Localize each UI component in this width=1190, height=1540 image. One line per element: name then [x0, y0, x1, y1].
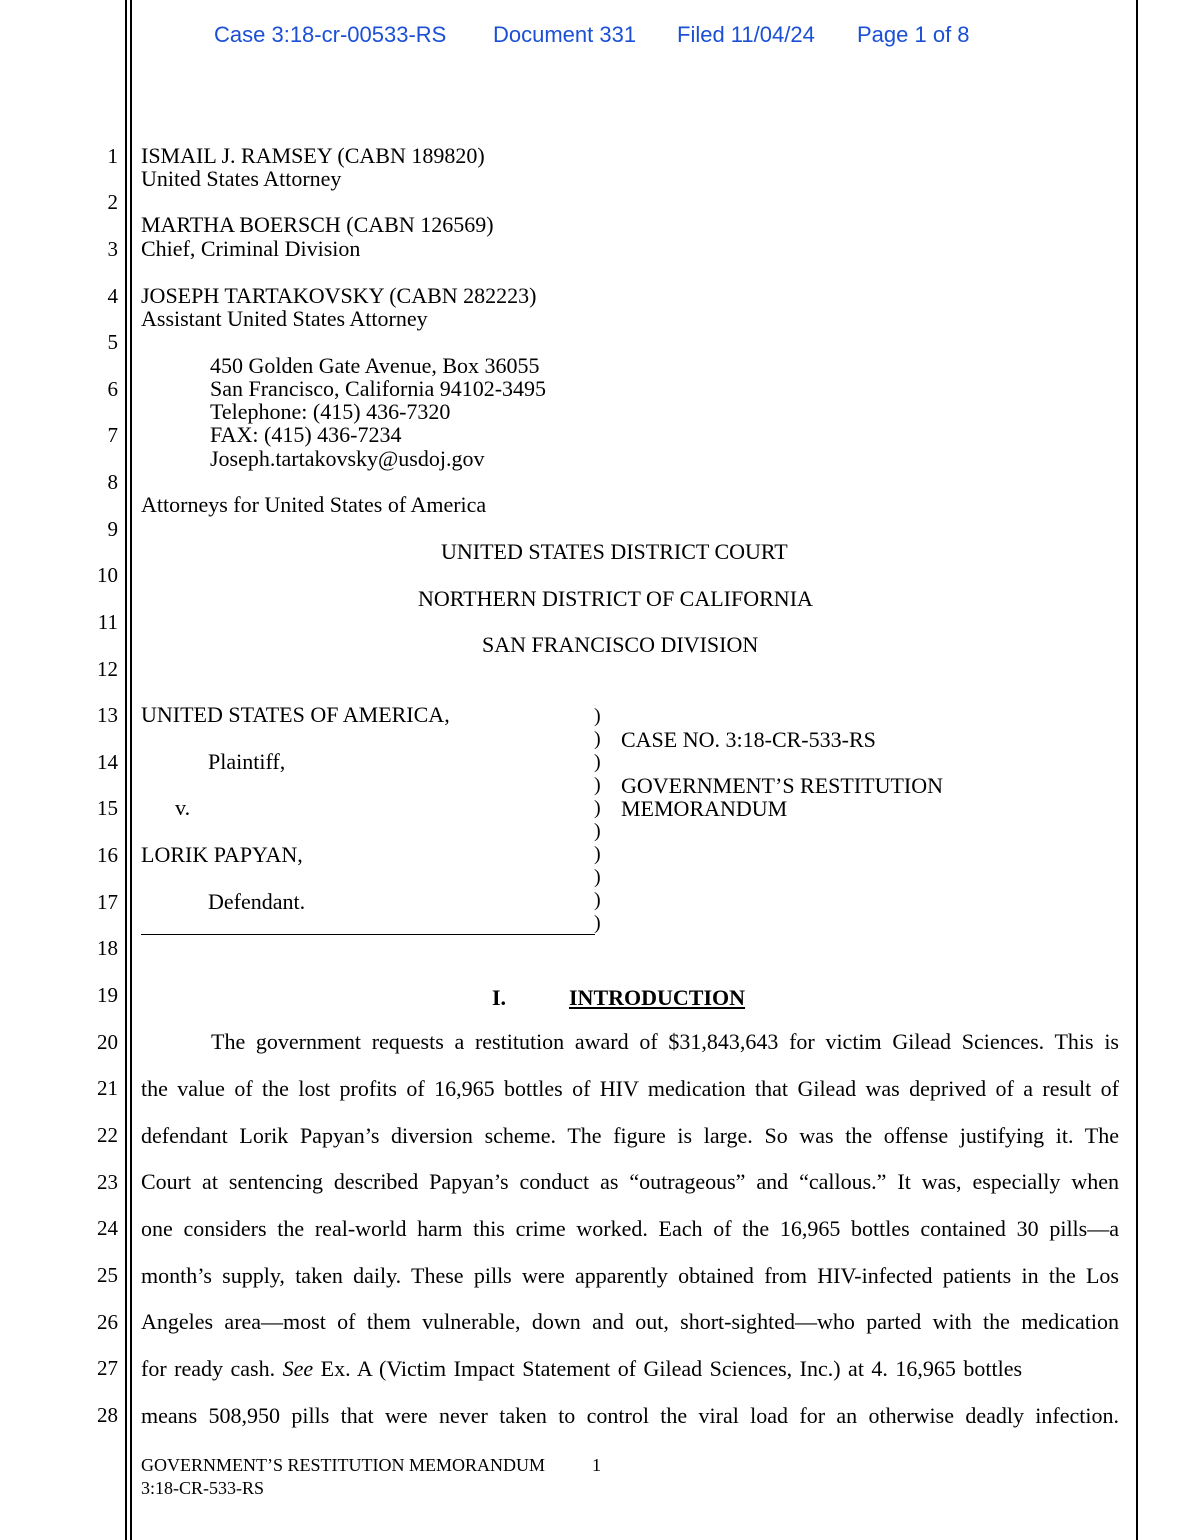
line-number: 14 [97, 750, 118, 774]
plaintiff-role: Plaintiff, [208, 749, 286, 774]
line-number: 4 [107, 284, 118, 308]
ecf-case-number: Case 3:18-cr-00533-RS [214, 22, 447, 47]
line-number: 25 [97, 1263, 118, 1287]
plaintiff-name: UNITED STATES OF AMERICA, [141, 702, 450, 727]
line-number: 20 [97, 1030, 118, 1054]
attorney-title: United States Attorney [141, 166, 342, 191]
ecf-document-number: Document 331 [493, 22, 637, 47]
attorney-title: Chief, Criminal Division [141, 236, 361, 261]
line-number: 23 [97, 1170, 118, 1194]
address-line: 450 Golden Gate Avenue, Box 36055 [210, 353, 540, 378]
line-number: 18 [97, 936, 118, 960]
line-number: 8 [107, 470, 118, 494]
left-margin-rule-inner [130, 0, 132, 1540]
caption-paren: ) [594, 866, 601, 888]
body-line [141, 1356, 1096, 1382]
line-number: 16 [97, 843, 118, 867]
attorney-title: Assistant United States Attorney [141, 306, 428, 331]
body-line: The government requests a restitution award of $31,843,643 for victim Gilead Sciences. This is [211, 1029, 1119, 1054]
defendant-name: LORIK PAPYAN, [141, 842, 303, 867]
line-number: 5 [107, 330, 118, 354]
line-number: 3 [107, 237, 118, 261]
body-text-run: Ex. A (Victim Impact Statement of Gilead Sciences, Inc.) at 4. 16,965 bottles [313, 1356, 1023, 1381]
line-number: 2 [107, 190, 118, 214]
email: Joseph.tartakovsky@usdoj.gov [210, 446, 485, 471]
line-number: 7 [107, 423, 118, 447]
ecf-page-count: Page 1 of 8 [857, 22, 970, 47]
attorney-name: MARTHA BOERSCH (CABN 126569) [141, 212, 494, 237]
line-number: 26 [97, 1310, 118, 1334]
document-title: MEMORANDUM [621, 796, 788, 821]
section-title: INTRODUCTION [569, 985, 746, 1010]
caption-paren: ) [594, 728, 601, 750]
see-signal: See [282, 1356, 314, 1381]
body-line: defendant Lorik Papyan’s diversion scheme. The figure is large. So was the offense justifying it. The [141, 1123, 1119, 1148]
fax: FAX: (415) 436-7234 [210, 422, 402, 447]
footer-title: GOVERNMENT’S RESTITUTION MEMORANDUM [141, 1455, 545, 1475]
line-number: 12 [97, 657, 118, 681]
line-number: 10 [97, 563, 118, 587]
left-margin-rule-outer [125, 0, 127, 1540]
body-line: means 508,950 pills that were never taken to control the viral load for an otherwise deadly infection. [141, 1403, 1119, 1428]
footer-page-number: 1 [592, 1455, 601, 1475]
body-line: the value of the lost profits of 16,965 bottles of HIV medication that Gilead was deprived of a result of [141, 1076, 1119, 1101]
document-title: GOVERNMENT’S RESTITUTION [621, 773, 944, 798]
line-number: 21 [97, 1076, 118, 1100]
caption-paren: ) [594, 820, 601, 842]
caption-paren: ) [594, 705, 601, 727]
footer-case-number: 3:18-CR-533-RS [141, 1478, 265, 1498]
telephone: Telephone: (415) 436-7320 [210, 399, 451, 424]
caption-paren: ) [594, 797, 601, 819]
attorney-name: ISMAIL J. RAMSEY (CABN 189820) [141, 143, 485, 168]
caption-paren: ) [594, 751, 601, 773]
body-line: month’s supply, taken daily. These pills were apparently obtained from HIV-infected patients in the Los [141, 1263, 1119, 1288]
line-number: 13 [97, 703, 118, 727]
line-number: 22 [97, 1123, 118, 1147]
court-district: NORTHERN DISTRICT OF CALIFORNIA [418, 586, 813, 611]
caption-paren: ) [594, 774, 601, 796]
versus: v. [175, 795, 191, 820]
court-name: UNITED STATES DISTRICT COURT [441, 539, 788, 564]
address-line: San Francisco, California 94102-3495 [210, 376, 547, 401]
caption-paren: ) [594, 912, 601, 934]
line-number: 19 [97, 983, 118, 1007]
body-line: one considers the real-world harm this crime worked. Each of the 16,965 bottles contained 30 pills—a [141, 1216, 1119, 1241]
line-number: 6 [107, 377, 118, 401]
line-number: 17 [97, 890, 118, 914]
line-number: 1 [107, 144, 118, 168]
section-number: I. [492, 985, 507, 1010]
ecf-filed-date: Filed 11/04/24 [677, 22, 815, 47]
line-number: 9 [107, 517, 118, 541]
line-number: 15 [97, 796, 118, 820]
right-margin-rule [1136, 0, 1138, 1540]
body-text-run: for ready cash. [141, 1356, 283, 1381]
attorney-name: JOSEPH TARTAKOVSKY (CABN 282223) [141, 283, 537, 308]
court-division: SAN FRANCISCO DIVISION [482, 632, 759, 657]
caption-underline [141, 934, 595, 935]
body-line: Angeles area—most of them vulnerable, down and out, short-sighted—who parted with the medication [141, 1309, 1119, 1334]
caption-paren: ) [594, 889, 601, 911]
caption-paren: ) [594, 843, 601, 865]
defendant-role: Defendant. [208, 889, 306, 914]
attorneys-for: Attorneys for United States of America [141, 492, 487, 517]
line-number: 27 [97, 1356, 118, 1380]
case-number: CASE NO. 3:18-CR-533-RS [621, 727, 876, 752]
line-number: 11 [97, 610, 118, 634]
body-line: Court at sentencing described Papyan’s conduct as “outrageous” and “callous.” It was, especially when [141, 1169, 1119, 1194]
line-number: 28 [97, 1403, 118, 1427]
line-number: 24 [97, 1216, 118, 1240]
